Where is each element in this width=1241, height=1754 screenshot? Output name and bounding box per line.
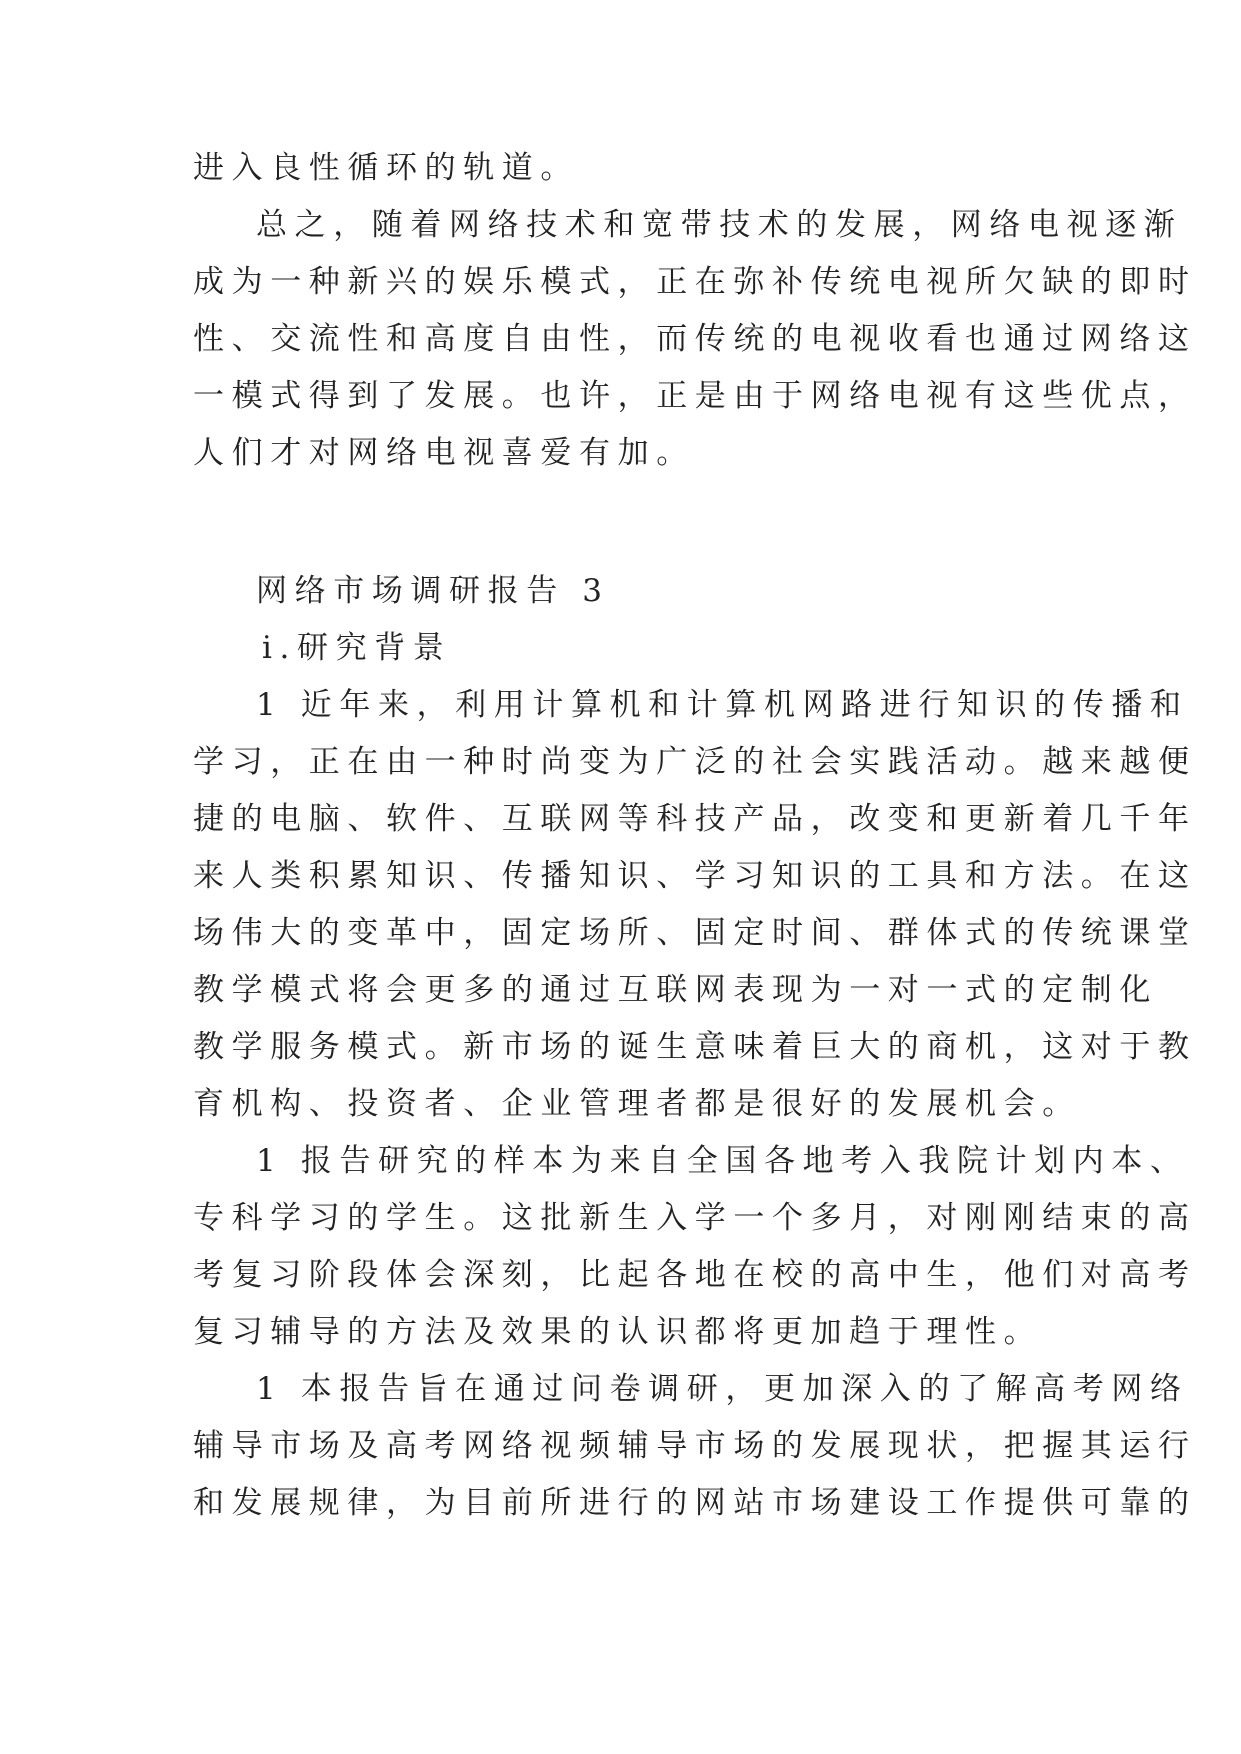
paragraph-line: 进入良性循环的轨道。 <box>193 150 579 186</box>
paragraph-line: 来人类积累知识、传播知识、学习知识的工具和方法。在这 <box>193 858 1197 894</box>
paragraph-line: 成为一种新兴的娱乐模式，正在弥补传统电视所欠缺的即时 <box>193 264 1197 300</box>
paragraph-line: 一模式得到了发展。也许，正是由于网络电视有这些优点， <box>193 378 1197 414</box>
paragraph-line: 育机构、投资者、企业管理者都是很好的发展机会。 <box>193 1086 1081 1122</box>
paragraph-line: 教学模式将会更多的通过互联网表现为一对一式的定制化 <box>193 972 1158 1008</box>
paragraph-line: 辅导市场及高考网络视频辅导市场的发展现状，把握其运行 <box>193 1428 1197 1464</box>
paragraph-line: 捷的电脑、软件、互联网等科技产品，改变和更新着几千年 <box>193 801 1197 837</box>
section-title: 网络市场调研报告 3 <box>256 573 610 609</box>
paragraph-line: 1 近年来，利用计算机和计算机网路进行知识的传播和 <box>256 687 1189 723</box>
paragraph-line: 1 本报告旨在通过问卷调研，更加深入的了解高考网络 <box>256 1371 1189 1407</box>
paragraph-line: 教学服务模式。新市场的诞生意味着巨大的商机，这对于教 <box>193 1029 1197 1065</box>
paragraph-line: 总之，随着网络技术和宽带技术的发展，网络电视逐渐 <box>256 207 1183 243</box>
paragraph-line: 1 报告研究的样本为来自全国各地考入我院计划内本、 <box>256 1143 1189 1179</box>
paragraph-line: 考复习阶段体会深刻，比起各地在校的高中生，他们对高考 <box>193 1257 1197 1293</box>
paragraph-line: 和发展规律，为目前所进行的网站市场建设工作提供可靠的 <box>193 1485 1197 1521</box>
paragraph-line: 场伟大的变革中，固定场所、固定时间、群体式的传统课堂 <box>193 915 1197 951</box>
subsection-heading: ⅰ.研究背景 <box>262 630 452 666</box>
paragraph-line: 学习，正在由一种时尚变为广泛的社会实践活动。越来越便 <box>193 744 1197 780</box>
paragraph-line: 性、交流性和高度自由性，而传统的电视收看也通过网络这 <box>193 321 1197 357</box>
paragraph-line: 复习辅导的方法及效果的认识都将更加趋于理性。 <box>193 1314 1043 1350</box>
paragraph-line: 专科学习的学生。这批新生入学一个多月，对刚刚结束的高 <box>193 1200 1197 1236</box>
paragraph-line: 人们才对网络电视喜爱有加。 <box>193 435 695 471</box>
